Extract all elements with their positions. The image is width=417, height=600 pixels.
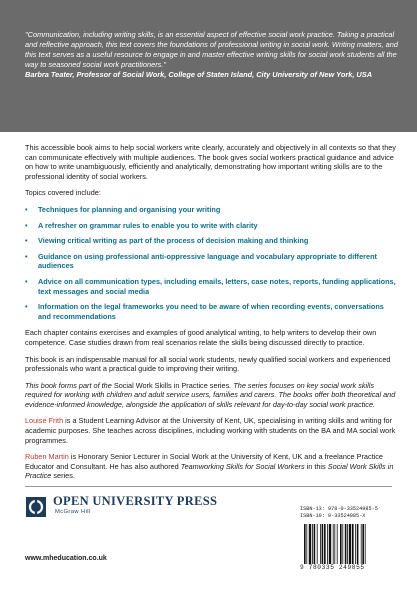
- endorsement-quote: [25, 30, 400, 80]
- topic-item: • Techniques for planning and organising your writing: [25, 205, 397, 215]
- topic-item: • Information on the legal frameworks you need to be aware of when recording events, conversations and recommendations: [25, 302, 397, 321]
- series-before: This book forms part of the: [25, 380, 114, 390]
- series-after: . The series focuses on key social work skills required for working with children and adult service users, families and carers. The books offer both theoretical and evidence-informed knowledge, alongside the application of skills relevant for day-to-day social work practice.: [25, 380, 396, 409]
- author2-name: Ruben Martin: [25, 452, 69, 462]
- footer-divider: [25, 486, 392, 487]
- author1-bio: is a Student Learning Advisor at the University of Kent, UK, specialising in writing skills and writing for academic purposes. She teaches across disciplines, including working with students on the BA and MA social work programmes.: [25, 416, 396, 445]
- topic-item: • Viewing critical writing as part of the process of decision making and thinking: [25, 236, 397, 246]
- author1-paragraph: [25, 416, 397, 445]
- publisher-sub: McGraw Hill: [55, 509, 91, 515]
- topic-item: • Advice on all communication types, including emails, letters, case notes, reports, funding applications, text messages and social media: [25, 277, 397, 296]
- series-paragraph: [25, 381, 397, 410]
- quote-attribution: Barbra Teater, Professor of Social Work, College of Staten Island, City University of New York, USA: [25, 70, 373, 79]
- intro-paragraph: This accessible book aims to help social workers write clearly, accurately and objectively in all contexts so that they can communicate effectively with multiple audiences. The book gives social workers practical guidance and advice on how to write unambiguously, efficiently and analytically, demonstrating how important writing skills are to the professional identity of social workers.: [25, 143, 396, 181]
- author2-series: Social Work Skills in Practice: [25, 461, 394, 481]
- author2-bio: is Honorary Senior Lecturer in Social Work at the University of Kent, UK and a freelance Practice Educator and Consultant. He has also authored: [25, 452, 383, 471]
- author2-end: series.: [51, 471, 75, 481]
- author2-book: Teamworking Skills for Social Workers: [180, 461, 305, 471]
- isbn10: ISBN-10: 0-33524985-X: [300, 513, 366, 519]
- topic-item: • A refresher on grammar rules to enable you to write with clarity: [25, 221, 397, 231]
- author2-mid: in this: [304, 461, 328, 471]
- author1-name: Louise Frith: [25, 416, 64, 426]
- open-university-press-logo-icon: [25, 496, 47, 518]
- exercises-paragraph: Each chapter contains exercises and examples of good analytical writing, to help writers to develop their own competence. Case studies drawn from real scenarios relate the skills being discussed directly to practice.: [25, 328, 377, 347]
- publisher-website: www.mheducation.co.uk: [25, 555, 107, 562]
- author2-paragraph: [25, 452, 397, 481]
- quote-text: "Communication, including writing skills, is an essential aspect of effective social work practice. Taking a practical and reflective approach, this text covers the foundations of professional writing in social work. Writing matters, and this text serves as a useful resource to engage in and master effective writing skills for social work students all the way to seasoned social work practitioners.": [25, 30, 398, 69]
- publisher-title: OPEN UNIVERSITY PRESS: [53, 494, 218, 508]
- manual-paragraph: This book is an indispensable manual for all social work students, newly qualified social workers and experienced professionals who want a practical guide to improving their writing.: [25, 354, 391, 374]
- series-name: Social Work Skills in Practice series: [113, 380, 230, 390]
- topics-label: Topics covered include:: [25, 188, 101, 198]
- topics-list: [25, 205, 397, 321]
- publisher-name-block: [53, 496, 217, 518]
- barcode-digits: 9 780335 249855: [300, 564, 365, 571]
- publisher-logo: [25, 494, 217, 520]
- barcode-icon: [300, 524, 393, 566]
- isbn13: ISBN-13: 978-0-33524985-5: [300, 506, 378, 512]
- isbn-block: [300, 506, 393, 571]
- blurb-content: [25, 143, 397, 488]
- topic-item: • Guidance on using professional anti-oppressive language and vocabulary appropriate to different audiences: [25, 252, 397, 271]
